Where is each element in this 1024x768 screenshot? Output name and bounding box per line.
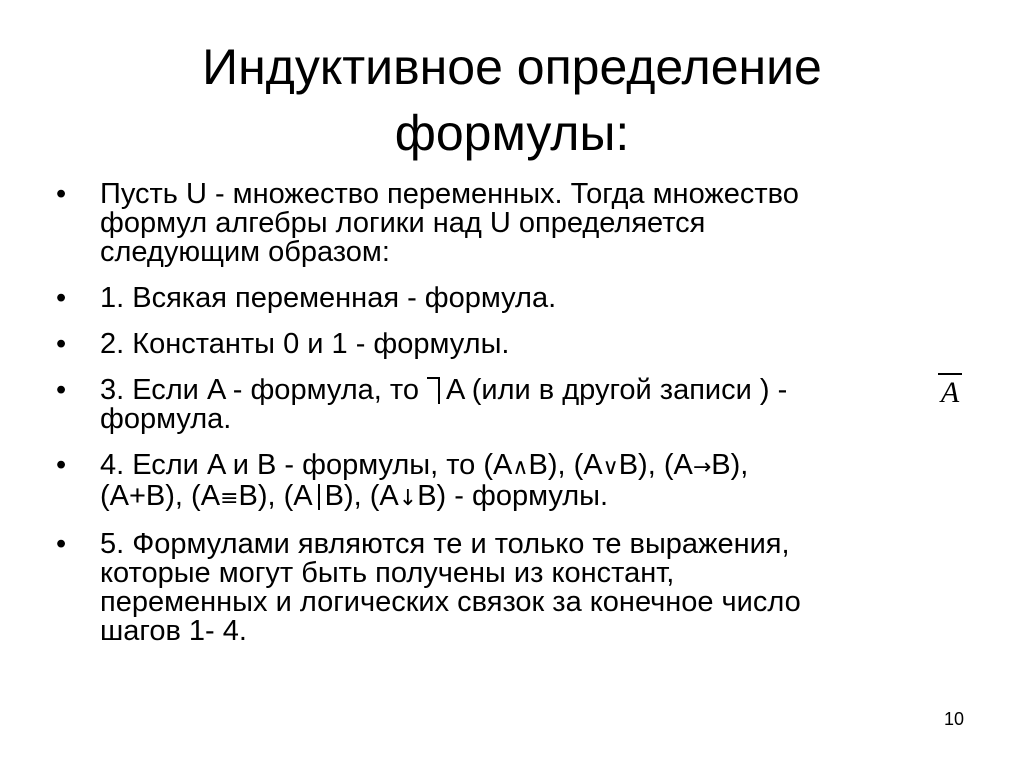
item4-text: B), (A: [238, 480, 313, 512]
equivalence-icon: ≡: [220, 486, 239, 511]
list-item: [52, 284, 952, 313]
item-text: 1. Всякая переменная - формула.: [100, 282, 557, 314]
peirce-arrow-icon: ↓: [398, 486, 418, 511]
item-text: [100, 374, 787, 435]
sheffer-stroke-icon: [318, 484, 320, 510]
item-text: [100, 449, 748, 512]
list-item: [52, 330, 952, 359]
item4-text: B) - формулы.: [417, 480, 609, 512]
item3-text-end: A (или в другой записи ) - формула.: [100, 374, 788, 435]
disjunction-icon: ∨: [602, 455, 619, 480]
list-item: [52, 180, 952, 267]
bullet-icon: •: [56, 528, 67, 560]
implication-icon: →: [692, 455, 712, 480]
bullet-icon: •: [56, 328, 67, 360]
list-item: [52, 376, 952, 434]
slide-title: Индуктивное определение формулы:: [202, 39, 822, 161]
item4-text: B), (A: [324, 480, 399, 512]
negation-overline-formula: A: [938, 373, 962, 411]
negation-icon: [427, 377, 440, 404]
slide-number: 10: [944, 709, 965, 729]
bullet-icon: •: [56, 449, 67, 481]
item4-text: B), (A: [618, 449, 693, 481]
item4-text: B), (A+B), (A: [100, 449, 749, 512]
conjunction-icon: ∧: [512, 455, 529, 480]
item-text: Пусть U - множество переменных. Тогда множество формул алгебры логики над U определяется следующим образом:: [100, 178, 799, 268]
bullet-icon: •: [56, 282, 67, 314]
item4-text: B), (A: [528, 449, 603, 481]
bullet-icon: •: [56, 374, 67, 406]
list-item: [52, 530, 952, 646]
bullet-icon: •: [56, 178, 67, 210]
bullet-list: [52, 180, 952, 663]
item4-text: 4. Если A и B - формулы, то (A: [100, 449, 513, 481]
item-text: 2. Константы 0 и 1 - формулы.: [100, 328, 510, 360]
item3-text-start: 3. Если A - формула, то: [100, 374, 419, 406]
list-item: [52, 451, 952, 513]
item-text: 5. Формулами являются те и только те выражения, которые могут быть получены из констант, переменных и логических связок за конечное число шагов 1- 4.: [100, 528, 801, 647]
